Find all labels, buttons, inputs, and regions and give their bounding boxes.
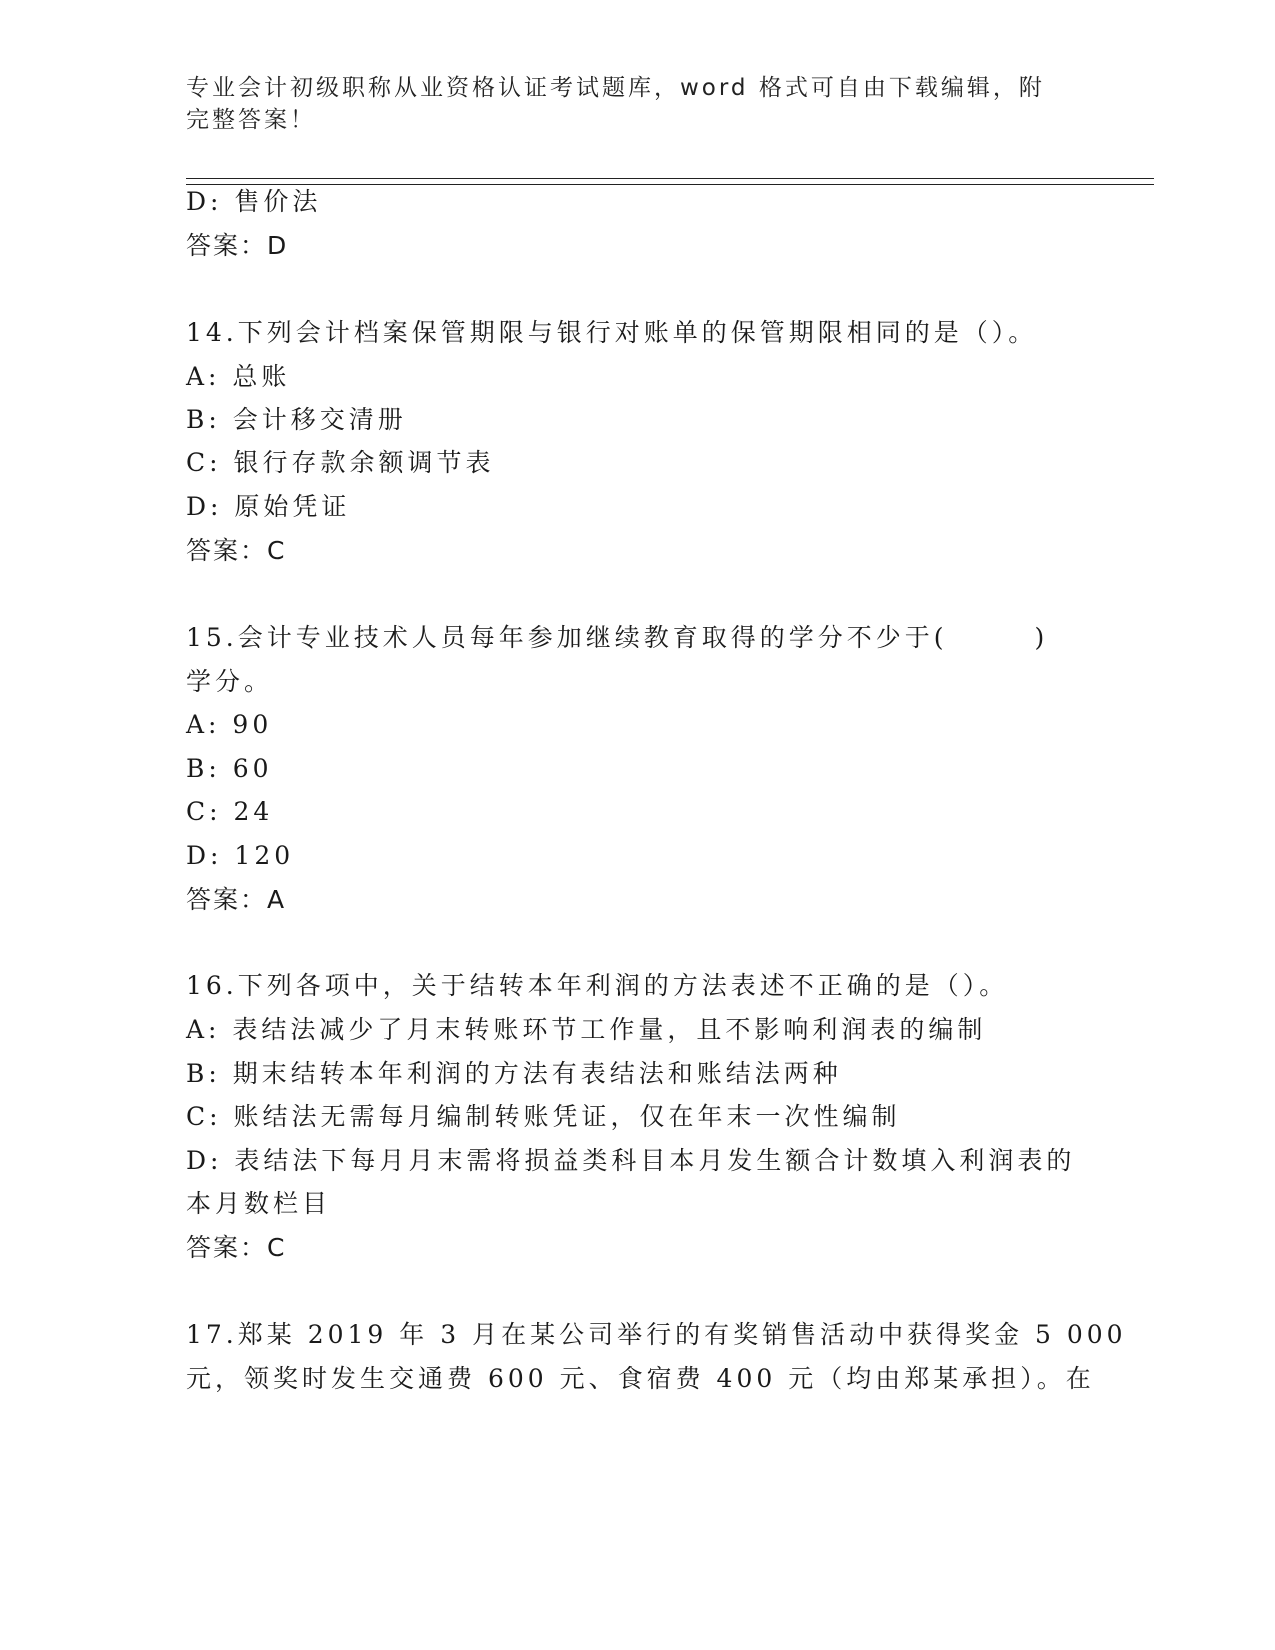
q17-stem-line1: 17.郑某 2019 年 3 月在某公司举行的有奖销售活动中获得奖金 5 000	[186, 1320, 1127, 1349]
q14-option-c: C: 银行存款余额调节表	[186, 448, 495, 477]
q16-option-c: C: 账结法无需每月编制转账凭证，仅在年末一次性编制	[186, 1102, 901, 1131]
q14-option-b: B: 会计移交清册	[186, 405, 407, 434]
q15-option-d: D: 120	[186, 841, 295, 870]
q16-option-a: A: 表结法减少了月末转账环节工作量，且不影响利润表的编制	[186, 1015, 987, 1044]
q13-answer: 答案：D	[186, 231, 289, 260]
q15-option-a: A: 90	[186, 710, 273, 739]
q16-stem: 16.下列各项中，关于结转本年利润的方法表述不正确的是（）。	[186, 971, 1009, 1000]
q15-stem-line2: 学分。	[186, 667, 274, 696]
q16-option-b: B: 期末结转本年利润的方法有表结法和账结法两种	[186, 1059, 842, 1088]
q14-option-d: D: 原始凭证	[186, 492, 351, 521]
q16-option-d-line1: D: 表结法下每月月末需将损益类科目本月发生额合计数填入利润表的	[186, 1146, 1076, 1175]
q15-option-b: B: 60	[186, 754, 273, 783]
header-rule-bottom	[186, 184, 1154, 185]
header-rule-top	[186, 178, 1154, 179]
q14-option-a: A: 总账	[186, 362, 291, 391]
q15-option-c: C: 24	[186, 797, 274, 826]
q13-option-d: D: 售价法	[186, 187, 322, 216]
q16-option-d-line2: 本月数栏目	[186, 1189, 332, 1218]
q15-answer: 答案：A	[186, 885, 287, 914]
q14-stem: 14.下列会计档案保管期限与银行对账单的保管期限相同的是（）。	[186, 318, 1038, 347]
q14-answer: 答案：C	[186, 536, 287, 565]
q16-answer: 答案：C	[186, 1233, 287, 1262]
q17-stem-line2: 元，领奖时发生交通费 600 元、食宿费 400 元（均由郑某承担）。在	[186, 1364, 1095, 1393]
q15-stem-line1: 15.会计专业技术人员每年参加继续教育取得的学分不少于( )	[186, 623, 1049, 652]
page-header: 专业会计初级职称从业资格认证考试题库，word 格式可自由下载编辑，附完整答案！	[186, 75, 1045, 133]
